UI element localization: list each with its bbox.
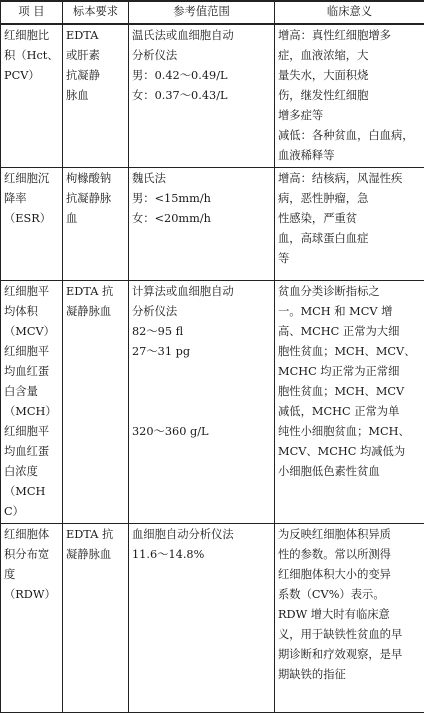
table-row-mcv-mch-mchc (1, 281, 424, 524)
reference-cell: 魏氏法 男：<15mm/h 女：<20mm/h (129, 168, 275, 281)
header-clinical-significance: 临床意义 (275, 1, 424, 25)
table-row-esr (1, 168, 424, 281)
reference-cell: 温氏法或血细胞自动 分析仪法 男：0.42～0.49/L 女：0.37～0.43/L (129, 24, 275, 168)
header-item: 项 目 (1, 1, 63, 25)
header-specimen: 标本要求 (63, 1, 129, 25)
table-row-rdw (1, 524, 424, 713)
table-row-hct (1, 24, 424, 168)
table-header-row (1, 1, 424, 25)
clinical-cell: 贫血分类诊断指标之 一。MCH 和 MCV 增 高、MCHC 正常为大细 胞性贫血；MCH、MCV、 MCHC 均正常为正常细 胞性贫血；MCH、MCV 减低，MCHC 正常为单 纯性小细胞贫血；MCH、 MCV、MCHC 均减低为 小细胞低色素性贫血 (275, 281, 424, 524)
table-top-rule (0, 0, 424, 2)
item-cell: 红细胞平 均体积 （MCV） 红细胞平 均血红蛋 白含量 （MCH） 红细胞平 均血红蛋 白浓度 （MCHC） (1, 281, 63, 524)
specimen-cell: EDTA 或肝素 抗凝静 脉血 (63, 24, 129, 168)
item-cell: 红细胞沉 降率 （ESR） (1, 168, 63, 281)
specimen-cell: EDTA 抗 凝静脉血 (63, 281, 129, 524)
item-cell: 红细胞比 积（Hct、 PCV） (1, 24, 63, 168)
clinical-cell: 增高：结核病，风湿性疾 病，恶性肿瘤，急 性感染，严重贫 血，高球蛋白血症 等 (275, 168, 424, 281)
header-reference-range: 参考值范围 (129, 1, 275, 25)
item-cell: 红细胞体 积分布宽 度 （RDW） (1, 524, 63, 713)
clinical-cell: 增高：真性红细胞增多 症，血液浓缩，大 量失水，大面积烧 伤，继发性红细胞 增多症等 减低：各种贫血，白血病， 血液稀释等 (275, 24, 424, 168)
reference-cell: 血细胞自动分析仪法 11.6～14.8% (129, 524, 275, 713)
clinical-cell: 为反映红细胞体积异质 性的参数。常以所测得 红细胞体积大小的变异 系数（CV%）表示。 RDW 增大时有临床意 义，用于缺铁性贫血的早 期诊断和疗效观察，是早 期缺铁的指征 (275, 524, 424, 713)
specimen-cell: 枸橼酸钠 抗凝静脉 血 (63, 168, 129, 281)
specimen-cell: EDTA 抗 凝静脉血 (63, 524, 129, 713)
reference-cell: 计算法或血细胞自动 分析仪法 82～95 fl 27～31 pg 320～360 g/L (129, 281, 275, 524)
